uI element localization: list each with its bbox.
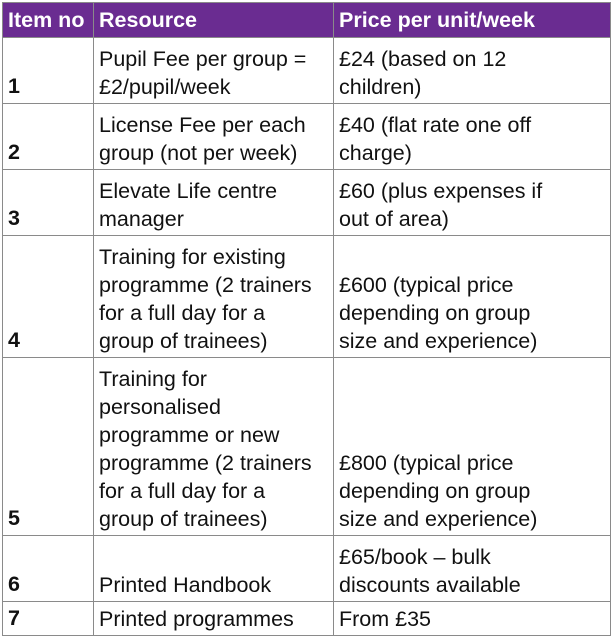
resource-cell: Pupil Fee per group = £2/pupil/week <box>94 38 334 104</box>
table-header <box>3 3 611 38</box>
table-row <box>3 104 611 170</box>
price-cell: £800 (typical price depending on group size and experience) <box>334 358 611 536</box>
table-row <box>3 38 611 104</box>
item-number-cell: 3 <box>3 170 94 236</box>
resource-cell: Elevate Life centre manager <box>94 170 334 236</box>
price-cell: £600 (typical price depending on group size and experience) <box>334 236 611 358</box>
resource-cell: Printed Handbook <box>94 536 334 602</box>
resource-cell: License Fee per each group (not per week) <box>94 104 334 170</box>
item-number-cell: 4 <box>3 236 94 358</box>
table-body <box>3 38 611 636</box>
table-row <box>3 358 611 536</box>
table-row <box>3 602 611 636</box>
table-row <box>3 536 611 602</box>
price-cell: £24 (based on 12 children) <box>334 38 611 104</box>
resource-cell: Printed programmes <box>94 602 334 636</box>
table-row <box>3 170 611 236</box>
price-cell: £40 (flat rate one off charge) <box>334 104 611 170</box>
header-resource: Resource <box>94 3 334 38</box>
header-price: Price per unit/week <box>334 3 611 38</box>
price-cell: From £35 <box>334 602 611 636</box>
item-number-cell: 6 <box>3 536 94 602</box>
item-number-cell: 5 <box>3 358 94 536</box>
table-row <box>3 236 611 358</box>
item-number-cell: 1 <box>3 38 94 104</box>
header-item-no: Item no <box>3 3 94 38</box>
item-number-cell: 2 <box>3 104 94 170</box>
item-number-cell: 7 <box>3 602 94 636</box>
resource-cell: Training for existing programme (2 trainers for a full day for a group of trainees) <box>94 236 334 358</box>
price-table <box>2 2 611 636</box>
header-row <box>3 3 611 38</box>
price-cell: £60 (plus expenses if out of area) <box>334 170 611 236</box>
price-cell: £65/book – bulk discounts available <box>334 536 611 602</box>
resource-cell: Training for personalised programme or new programme (2 trainers for a full day for a group of trainees) <box>94 358 334 536</box>
